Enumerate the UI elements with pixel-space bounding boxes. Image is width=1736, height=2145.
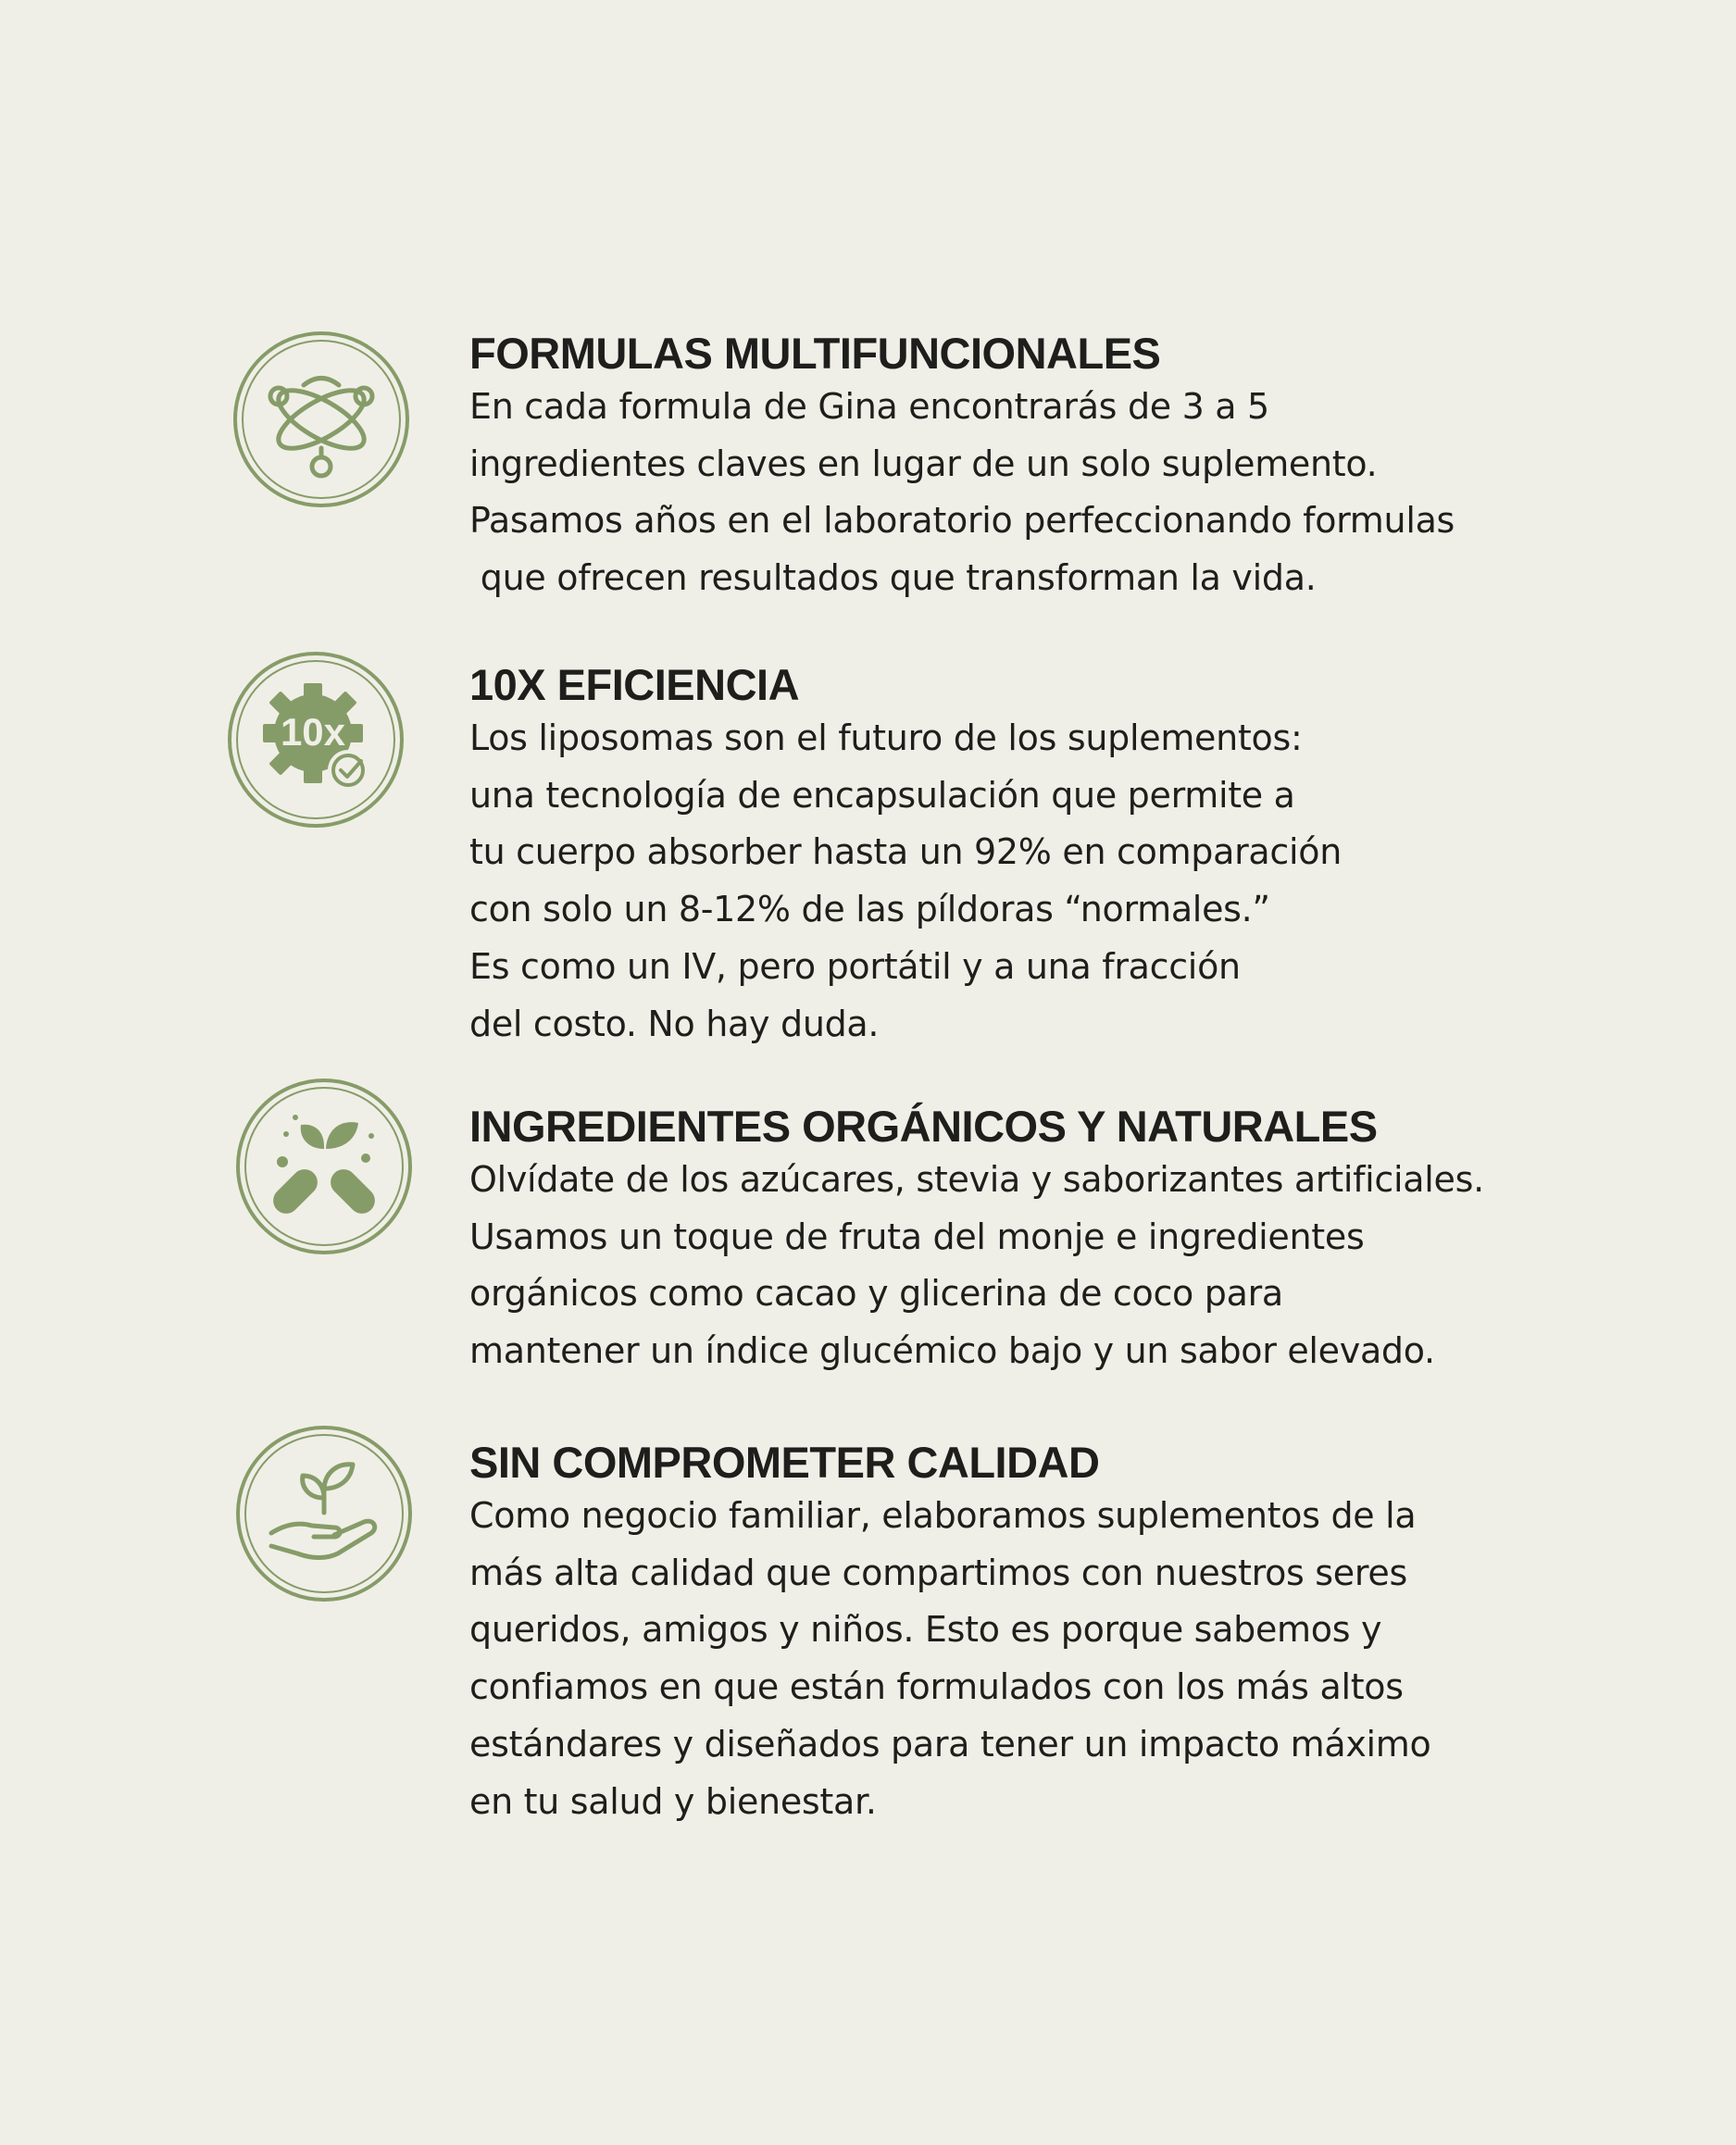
feature-line: tu cuerpo absorber hasta un 92% en comparación	[469, 831, 1342, 873]
hand-plant-icon	[234, 1424, 414, 1603]
feature-text	[469, 1099, 1673, 1380]
feature-line: una tecnología de encapsulación que permite a	[469, 774, 1295, 816]
feature-line: confiamos en que están formulados con los más altos	[469, 1666, 1404, 1708]
feature-text	[469, 326, 1673, 607]
feature-line: con solo un 8-12% de las píldoras “normales.”	[469, 889, 1270, 930]
feature-line: mantener un índice glucémico bajo y un sabor elevado.	[469, 1330, 1435, 1372]
feature-line: queridos, amigos y niños. Esto es porque sabemos y	[469, 1609, 1382, 1651]
feature-line: Como negocio familiar, elaboramos suplementos de la	[469, 1495, 1417, 1536]
capsule-leaf-icon	[234, 1077, 414, 1256]
feature-line: más alta calidad que compartimos con nuestros seres	[469, 1552, 1407, 1593]
feature-line: ingredientes claves en lugar de un solo suplemento.	[469, 443, 1378, 484]
gear-10x-check-icon	[226, 650, 406, 829]
feature-text	[469, 1435, 1673, 1830]
feature-line: Es como un IV, pero portátil y a una fracción	[469, 945, 1241, 987]
feature-line: Olvídate de los azúcares, stevia y saborizantes artificiales.	[469, 1159, 1484, 1200]
atom-icon	[231, 330, 411, 509]
feature-line: que ofrecen resultados que transforman la vida.	[469, 557, 1317, 599]
feature-title: INGREDIENTES ORGÁNICOS Y NATURALES	[469, 1102, 1378, 1151]
feature-title: 10X EFICIENCIA	[469, 660, 800, 709]
icon-10x-label: 10x	[280, 710, 346, 754]
feature-text	[469, 657, 1673, 1053]
feature-line: En cada formula de Gina encontrarás de 3 a 5	[469, 386, 1269, 427]
feature-line: Los liposomas son el futuro de los suplementos:	[469, 717, 1303, 758]
feature-line: en tu salud y bienestar.	[469, 1780, 877, 1822]
feature-line: estándares y diseñados para tener un impacto máximo	[469, 1723, 1431, 1765]
feature-line: Usamos un toque de fruta del monje e ingredientes	[469, 1216, 1365, 1257]
feature-line: Pasamos años en el laboratorio perfeccionando formulas	[469, 500, 1455, 542]
feature-title: FORMULAS MULTIFUNCIONALES	[469, 329, 1161, 378]
feature-title: SIN COMPROMETER CALIDAD	[469, 1438, 1100, 1487]
feature-line: orgánicos como cacao y glicerina de coco para	[469, 1273, 1283, 1315]
feature-line: del costo. No hay duda.	[469, 1003, 880, 1044]
